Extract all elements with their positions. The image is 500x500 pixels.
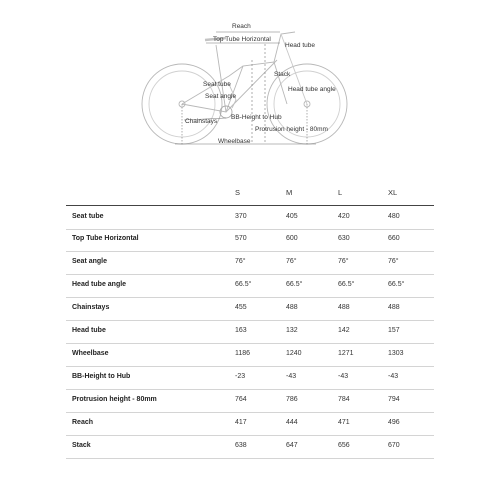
cell-l: 784 — [338, 396, 350, 403]
cell-xl: 660 — [388, 235, 400, 242]
cell-m: 488 — [286, 304, 298, 311]
row-label: Stack — [72, 442, 91, 449]
row-label: Chainstays — [72, 304, 110, 311]
cell-xl: 157 — [388, 327, 400, 334]
cell-m: 66.5° — [286, 281, 303, 288]
table-row — [66, 366, 434, 390]
table-row — [66, 412, 434, 436]
table-row — [66, 228, 434, 252]
cell-s: -23 — [235, 373, 246, 380]
cell-m: 444 — [286, 419, 298, 426]
cell-xl: 76° — [388, 258, 399, 265]
cell-m: 76° — [286, 258, 297, 265]
size-header-s: S — [235, 188, 241, 197]
cell-s: 163 — [235, 327, 247, 334]
row-label: Seat tube — [72, 213, 104, 220]
label-head-tube: Head tube — [285, 42, 315, 49]
row-label: Head tube angle — [72, 281, 127, 288]
table-row — [66, 320, 434, 344]
cell-l: 76° — [338, 258, 349, 265]
cell-l: -43 — [338, 373, 349, 380]
table-row — [66, 389, 434, 413]
cell-s: 370 — [235, 213, 247, 220]
cell-l: 488 — [338, 304, 350, 311]
table-row — [66, 251, 434, 275]
label-head-tube-angle: Head tube angle — [288, 86, 336, 93]
row-label: Seat angle — [72, 258, 108, 265]
cell-xl: 496 — [388, 419, 400, 426]
cell-s: 76° — [235, 258, 246, 265]
cell-l: 656 — [338, 442, 350, 449]
cell-s: 638 — [235, 442, 247, 449]
size-header-l: L — [338, 188, 343, 197]
cell-s: 1186 — [235, 350, 251, 357]
cell-xl: 488 — [388, 304, 400, 311]
cell-xl: 480 — [388, 213, 400, 220]
cell-m: 405 — [286, 213, 298, 220]
cell-l: 66.5° — [338, 281, 355, 288]
table-row — [66, 297, 434, 321]
cell-s: 417 — [235, 419, 247, 426]
cell-xl: 66.5° — [388, 281, 405, 288]
cell-m: 600 — [286, 235, 298, 242]
label-bb-height-to-hub: BB-Height to Hub — [231, 114, 282, 121]
table-row — [66, 343, 434, 367]
cell-m: -43 — [286, 373, 297, 380]
cell-l: 630 — [338, 235, 350, 242]
label-chainstays: Chainstays — [185, 118, 218, 125]
row-label: Head tube — [72, 327, 106, 334]
geometry-diagram — [0, 0, 500, 160]
cell-xl: -43 — [388, 373, 399, 380]
label-wheelbase: Wheelbase — [218, 138, 251, 145]
cell-xl: 794 — [388, 396, 400, 403]
row-label: Protrusion height - 80mm — [72, 396, 157, 403]
table-row — [66, 435, 434, 459]
size-header-xl: XL — [388, 188, 398, 197]
label-seat-angle: Seat angle — [205, 93, 237, 100]
row-label: Top Tube Horizontal — [72, 235, 139, 242]
table-row — [66, 205, 434, 230]
cell-m: 132 — [286, 327, 298, 334]
cell-m: 786 — [286, 396, 298, 403]
cell-s: 455 — [235, 304, 247, 311]
row-label: Reach — [72, 419, 94, 426]
label-reach: Reach — [232, 23, 251, 30]
cell-m: 1240 — [286, 350, 302, 357]
cell-l: 420 — [338, 213, 350, 220]
size-header-m: M — [286, 188, 293, 197]
cell-s: 570 — [235, 235, 247, 242]
label-seat-tube: Seat tube — [203, 81, 231, 88]
table-row — [66, 274, 434, 298]
cell-m: 647 — [286, 442, 298, 449]
cell-l: 1271 — [338, 350, 354, 357]
cell-xl: 670 — [388, 442, 400, 449]
label-stack: Stack — [274, 71, 291, 78]
cell-l: 142 — [338, 327, 350, 334]
label-top-tube-horizontal: Top Tube Horizontal — [213, 36, 271, 43]
row-label: BB-Height to Hub — [72, 373, 131, 380]
cell-xl: 1303 — [388, 350, 404, 357]
cell-s: 66.5° — [235, 281, 252, 288]
cell-l: 471 — [338, 419, 350, 426]
row-label: Wheelbase — [72, 350, 109, 357]
cell-s: 764 — [235, 396, 247, 403]
label-protrusion-height: Protrusion height - 80mm — [255, 126, 328, 133]
